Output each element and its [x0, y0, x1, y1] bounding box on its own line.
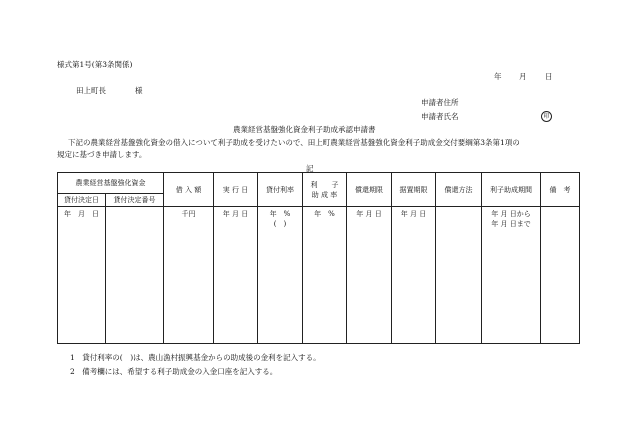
header-grace-period: 据置期限	[392, 173, 436, 207]
header-execution-date: 実 行 日	[214, 173, 258, 207]
header-repayment-period: 償還期限	[347, 173, 392, 207]
cell-repayment-period[interactable]: 年 月 日	[347, 207, 392, 344]
header-loan-rate: 貸付利率	[258, 173, 303, 207]
ki-label: 記	[306, 164, 314, 173]
document-title: 農業経営基盤強化資金利子助成承認申請書	[233, 125, 376, 134]
body-text-line2: 規定に基づき申請します。	[57, 150, 147, 159]
cell-execution-date[interactable]: 年 月 日	[214, 207, 258, 344]
loan-rate-subsidized: ( )	[273, 220, 287, 228]
header-interest-subsidy-rate-bottom: 助 成 率	[311, 190, 338, 199]
seal-mark: 印	[541, 111, 552, 122]
date-month: 月	[519, 72, 527, 81]
applicant-name-label: 申請者氏名	[421, 112, 459, 121]
application-table	[57, 172, 580, 344]
header-subsidy-period: 利子助成期間	[482, 173, 541, 207]
header-remarks: 備 考	[541, 173, 580, 207]
header-fund-group: 農業経営基盤強化資金	[58, 173, 164, 194]
cell-subsidy-period[interactable]	[482, 207, 541, 344]
date-day: 日	[545, 72, 553, 81]
subsidy-period-to: 年 月 日まで	[491, 220, 531, 228]
header-interest-subsidy-rate-top: 利 子	[310, 180, 339, 189]
cell-repayment-method[interactable]	[436, 207, 482, 344]
subsidy-period-from: 年 月 日から	[491, 210, 531, 218]
cell-grace-period[interactable]: 年 月 日	[392, 207, 436, 344]
form-number: 様式第1号(第3条関係)	[57, 60, 133, 69]
cell-remarks[interactable]	[541, 207, 580, 344]
header-repayment-method: 償還方法	[436, 173, 482, 207]
addressee-name: 田上町長	[76, 86, 106, 95]
note-1: 1 貸付利率の( )は、農山漁村振興基金からの助成後の金利を記入する。	[70, 353, 321, 362]
header-loan-decision-date: 貸付決定日	[58, 194, 106, 207]
cell-decision-number[interactable]	[106, 207, 164, 344]
body-text-line1: 下記の農業経営基盤強化資金の借入について利子助成を受けたいので、田上町農業経営基盤強化資金利子助成金交付要綱第3条第1項の	[68, 138, 520, 147]
addressee-honorific: 様	[135, 86, 143, 95]
date-year: 年	[494, 72, 502, 81]
cell-subsidy-rate[interactable]: 年 %	[303, 207, 347, 344]
cell-decision-date[interactable]: 年 月 日	[58, 207, 106, 344]
header-interest-subsidy-rate	[303, 173, 347, 207]
note-2: 2 備考欄には、希望する利子助成金の入金口座を記入する。	[70, 367, 278, 376]
header-loan-decision-number: 貸付決定番号	[106, 194, 164, 207]
cell-loan-rate[interactable]	[258, 207, 303, 344]
applicant-address-label: 申請者住所	[421, 98, 459, 107]
cell-loan-amount[interactable]: 千円	[164, 207, 214, 344]
loan-rate-value: 年 %	[269, 210, 291, 218]
header-loan-amount: 借 入 額	[164, 173, 214, 207]
